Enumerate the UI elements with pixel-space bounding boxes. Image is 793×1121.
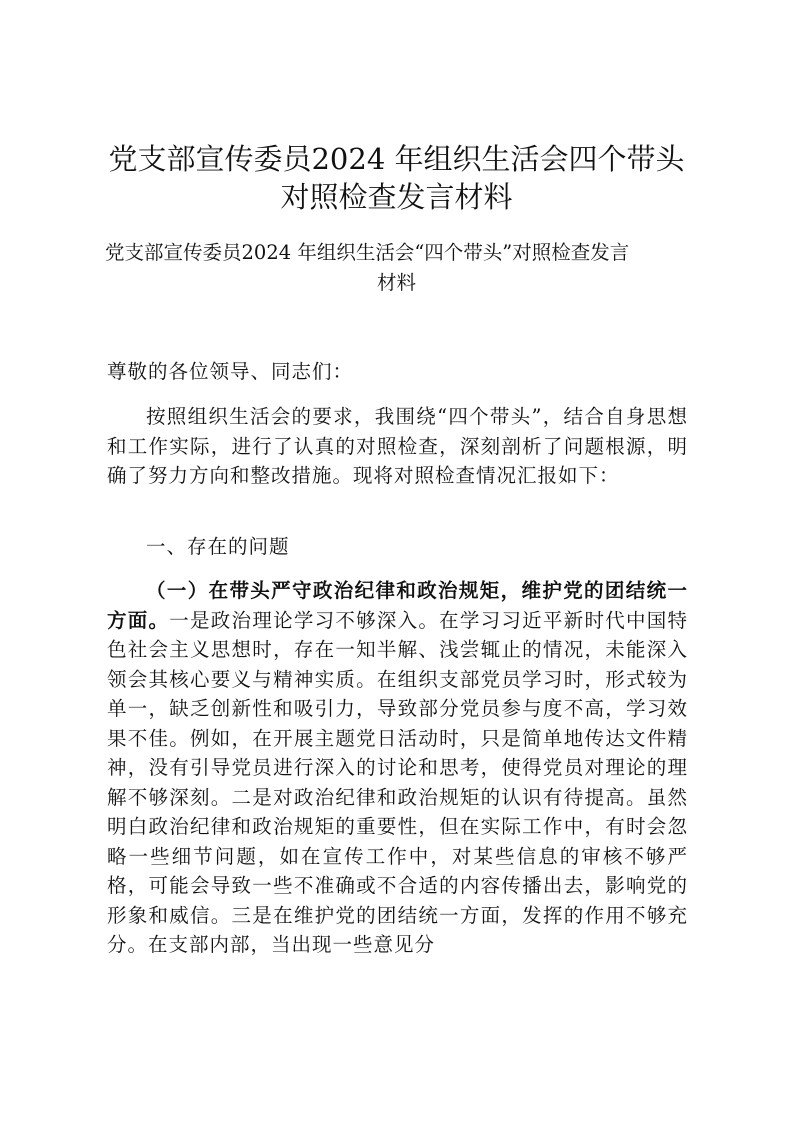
subtitle-main: 党支部宣传委员2024 年组织生活会“四个带头”对照检查发言 [105,241,630,264]
document-subtitle [105,238,688,298]
title-line-2: 对照检查发言材料 [280,180,513,214]
document-title [60,140,733,216]
subsection-paragraph-1 [107,576,688,960]
salutation: 尊敬的各位领导、同志们： [107,360,354,383]
subtitle-tail: 材料 [376,271,416,294]
title-line-1: 党支部宣传委员2024 年组织生活会四个带头 [108,142,685,176]
intro-paragraph: 按照组织生活会的要求，我围绕“四个带头”，结合自身思想和工作实际，进行了认真的对照检查，深刻剖析了问题根源，明确了努力方向和整改措施。现将对照检查情况汇报如下： [107,405,688,487]
section-heading-problems: 一、存在的问题 [146,535,290,558]
subsection-body-1: 一是政治理论学习不够深入。在学习习近平新时代中国特色社会主义思想时，存在一知半解、浅尝辄止的情况，未能深入领会其核心要义与精神实质。在组织支部党员学习时，形式较为单一，缺乏创新性和吸引力，导致部分党员参与度不高，学习效果不佳。例如，在开展主题党日活动时，只是简单地传达文件精神，没有引导党员进行深入的讨论和思考，使得党员对理论的理解不够深刻。二是对政治纪律和政治规矩的认识有待提高。虽然明白政治纪律和政治规矩的重要性，但在实际工作中，有时会忽略一些细节问题，如在宣传工作中，对某些信息的审核不够严格，可能会导致一些不准确或不合适的内容传播出去，影响党的形象和威信。三是在维护党的团结统一方面，发挥的作用不够充分。在支部内部，当出现一些意见分 [107,608,688,956]
subsection-heading-1: （一）在带头严守政治纪律和政治规矩，维护党的团结统一方面。 [107,579,688,632]
